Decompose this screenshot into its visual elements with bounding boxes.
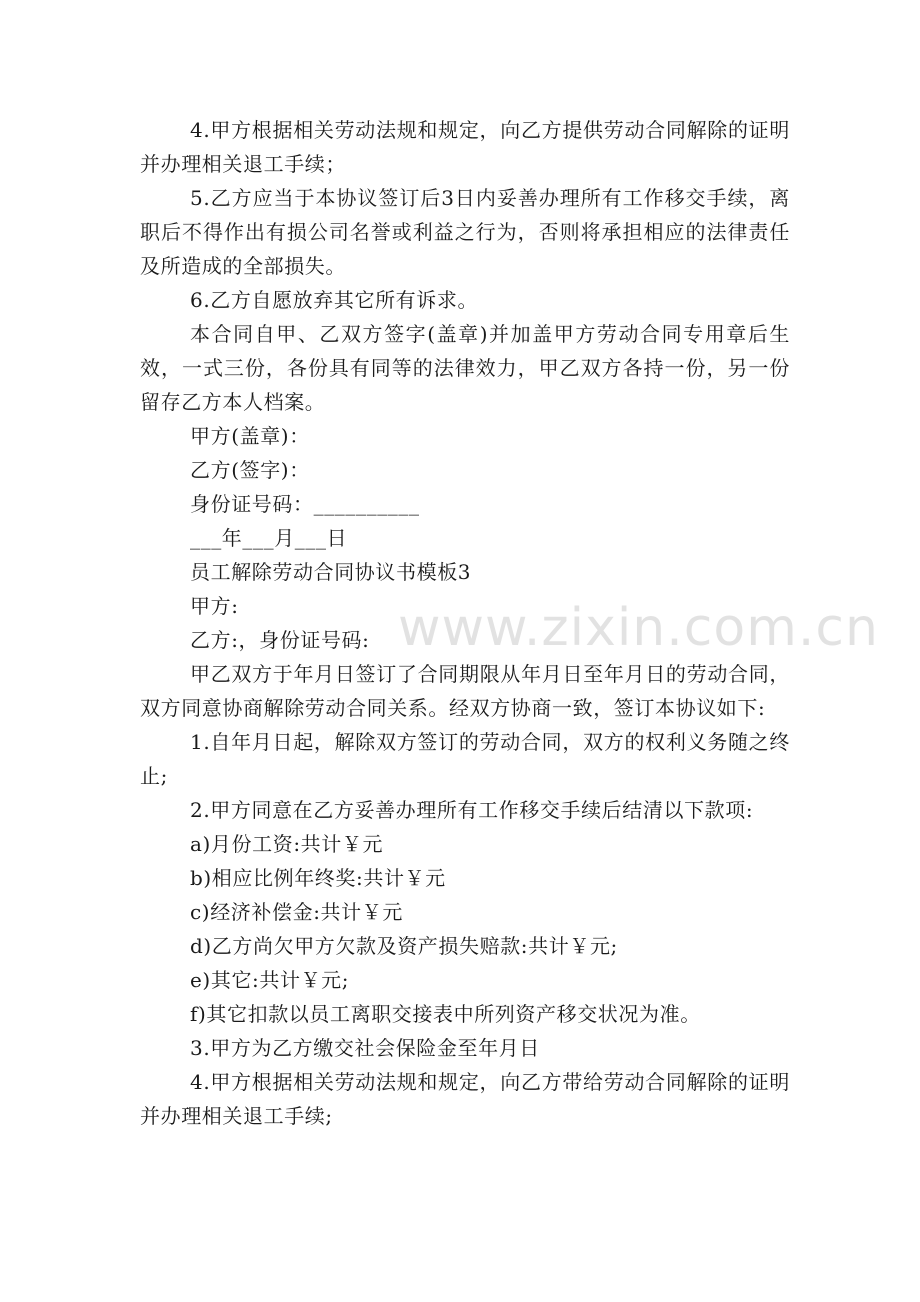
id-number-line: 身份证号码：__________ [190,492,420,516]
clause-6-waiver: 6.乙方自愿放弃其它所有诉求。 [190,288,479,312]
intro-paragraph: 甲乙双方于年月日签订了合同期限从年月日至年月日的劳动合同，双方同意协商解除劳动合同关系。经双方协商一致，签订本协议如下: [140,662,790,720]
clause-2-settlement: 2.甲方同意在乙方妥善办理所有工作移交手续后结清以下款项: [190,798,754,822]
item-f-deductions: f)其它扣款以员工离职交接表中所列资产移交状况为准。 [190,1002,701,1026]
clause-4-certificate-2: 4.甲方根据相关劳动法规和规定，向乙方带给劳动合同解除的证明并办理相关退工手续; [140,1070,790,1128]
party-a-line: 甲方: [190,594,239,618]
effectiveness-clause: 本合同自甲、乙双方签字(盖章)并加盖甲方劳动合同专用章后生效，一式三份，各份具有同等的法律效力，甲乙双方各持一份，另一份留存乙方本人档案。 [140,322,790,414]
item-a-wages: a)月份工资:共计￥元 [190,832,384,856]
item-d-debts: d)乙方尚欠甲方欠款及资产损失赔款:共计￥元; [190,934,618,958]
template-3-title: 员工解除劳动合同协议书模板3 [190,560,472,584]
clause-1-termination: 1.自年月日起，解除双方签订的劳动合同，双方的权利义务随之终止; [140,730,790,788]
document-body [140,113,790,1133]
clause-5-handover: 5.乙方应当于本协议签订后3日内妥善办理所有工作移交手续，离职后不得作出有损公司名誉或利益之行为，否则将承担相应的法律责任及所造成的全部损失。 [140,186,790,278]
watermark: www.zixin.com.cn [398,598,879,658]
item-c-compensation: c)经济补偿金:共计￥元 [190,900,403,924]
date-line: ___年___月___日 [190,526,348,550]
party-b-signature-line: 乙方(签字)： [190,458,310,482]
clause-4-certificate: 4.甲方根据相关劳动法规和规定，向乙方提供劳动合同解除的证明并办理相关退工手续； [140,118,790,176]
clause-3-insurance: 3.甲方为乙方缴交社会保险金至年月日 [190,1036,540,1060]
party-b-line: 乙方:，身份证号码: [190,628,370,652]
party-a-seal-line: 甲方(盖章)： [190,424,310,448]
item-e-other: e)其它:共计￥元; [190,968,350,992]
item-b-bonus: b)相应比例年终奖:共计￥元 [190,866,446,890]
